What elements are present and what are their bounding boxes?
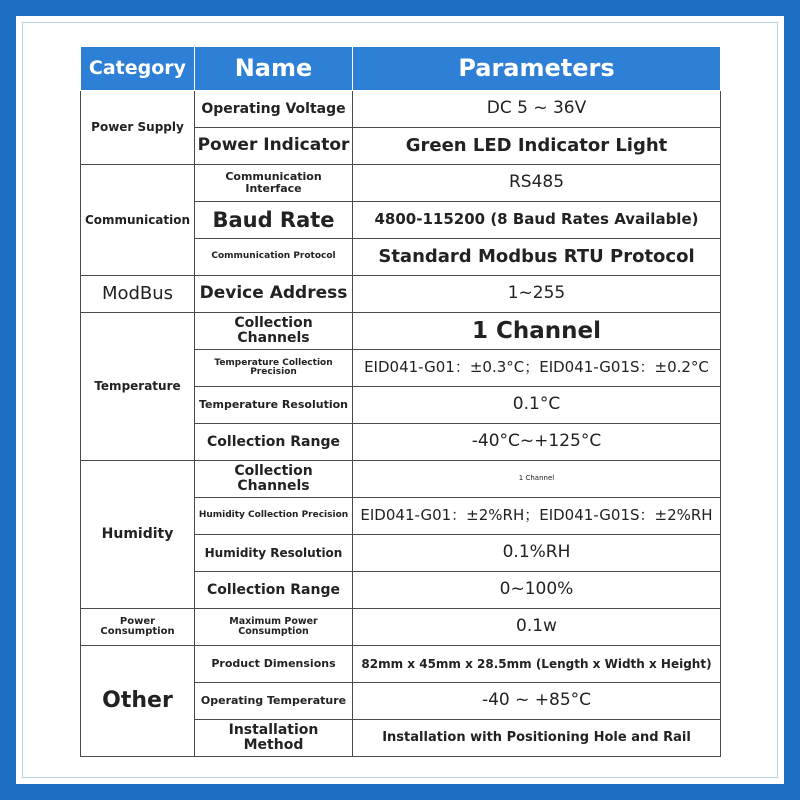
param-name: Collection Channels (195, 313, 353, 350)
param-name: Collection Range (195, 424, 353, 461)
category-communication: Communication (81, 165, 195, 276)
category-temperature: Temperature (81, 313, 195, 461)
category-power-supply: Power Supply (81, 91, 195, 165)
param-value: -40°C~+125°C (353, 424, 721, 461)
param-value: 0.1%RH (353, 535, 721, 572)
param-value: 0~100% (353, 572, 721, 609)
header-parameters: Parameters (353, 47, 721, 91)
param-value: 82mm x 45mm x 28.5mm (Length x Width x Height) (353, 646, 721, 683)
header-category: Category (81, 47, 195, 91)
param-value: Installation with Positioning Hole and Rail (353, 720, 721, 757)
param-name: Temperature Resolution (195, 387, 353, 424)
param-name: Temperature Collection Precision (195, 350, 353, 387)
category-other: Other (81, 646, 195, 757)
table-row (81, 461, 721, 498)
param-name: Communication Interface (195, 165, 353, 202)
spec-table (80, 46, 721, 757)
param-name: Maximum Power Consumption (195, 609, 353, 646)
param-name: Operating Voltage (195, 91, 353, 128)
param-name: Product Dimensions (195, 646, 353, 683)
param-value: 4800-115200 (8 Baud Rates Available) (353, 202, 721, 239)
param-value: 1~255 (353, 276, 721, 313)
param-value: -40 ~ +85°C (353, 683, 721, 720)
param-name: Installation Method (195, 720, 353, 757)
table-row (81, 276, 721, 313)
param-value: EID041-G01：±0.3°C；EID041-G01S：±0.2°C (353, 350, 721, 387)
param-value: Green LED Indicator Light (353, 128, 721, 165)
category-modbus: ModBus (81, 276, 195, 313)
param-value: 0.1w (353, 609, 721, 646)
table-row (81, 313, 721, 350)
param-value: Standard Modbus RTU Protocol (353, 239, 721, 276)
param-name: Collection Range (195, 572, 353, 609)
param-value: 1 Channel (353, 461, 721, 498)
header-row (81, 47, 721, 91)
param-name: Power Indicator (195, 128, 353, 165)
param-name: Humidity Resolution (195, 535, 353, 572)
param-name: Humidity Collection Precision (195, 498, 353, 535)
param-name: Baud Rate (195, 202, 353, 239)
param-value: EID041-G01：±2%RH；EID041-G01S：±2%RH (353, 498, 721, 535)
param-name: Operating Temperature (195, 683, 353, 720)
param-name: Collection Channels (195, 461, 353, 498)
table-row (81, 609, 721, 646)
table-row (81, 165, 721, 202)
param-value: 0.1°C (353, 387, 721, 424)
table-row (81, 646, 721, 683)
param-value: DC 5 ~ 36V (353, 91, 721, 128)
param-value: RS485 (353, 165, 721, 202)
param-value: 1 Channel (353, 313, 721, 350)
header-name: Name (195, 47, 353, 91)
category-power-consumption: Power Consumption (81, 609, 195, 646)
param-name: Communication Protocol (195, 239, 353, 276)
category-humidity: Humidity (81, 461, 195, 609)
param-name: Device Address (195, 276, 353, 313)
table-row (81, 91, 721, 128)
